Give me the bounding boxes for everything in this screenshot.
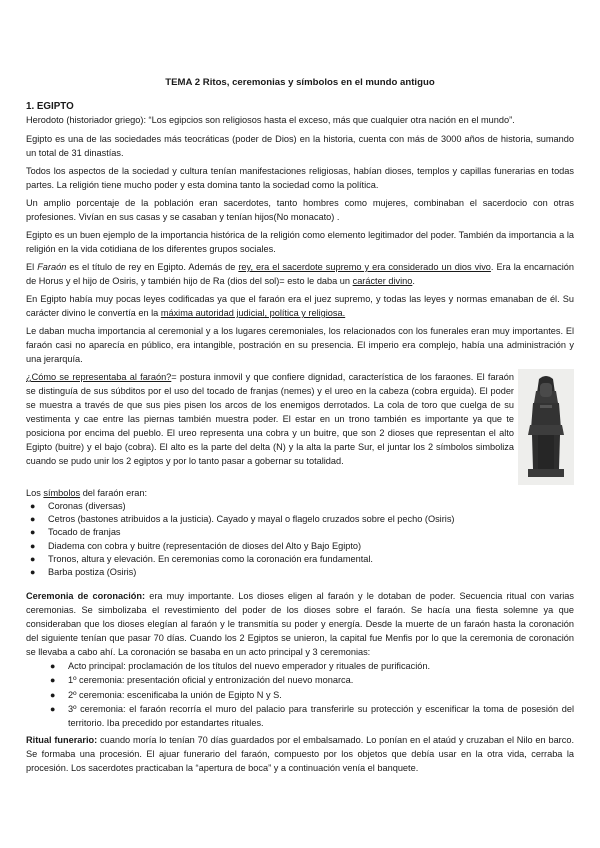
list-item: ● Coronas (diversas) [48,500,454,513]
symbols-intro: Los símbolos del faraón eran: [26,488,148,498]
paragraph-funerario: Ritual funerario: cuando moría lo tenían 70 días guardados por el embalsamado. Lo ponían en el ataúd y cruzaban el Nilo en barco. Se formaba una procesión. El ajuar funerario del faraón, compuesto por los objetos que debía usar en la otra vida, cerraba la procesión. Los sacerdotes practicaban la “apertura de boca” y a continuación venía el banquete. [26,735,574,773]
underlined-phrase: máxima autoridad judicial, política y religiosa. [160,308,346,318]
list-item: ● Tocado de franjas [48,526,454,539]
paragraph-representacion: ¿Cómo se representaba al faraón?= postura inmovil y que confiere dignidad, característica de los faraones. El faraón se distinguía de sus súbditos por el uso del tocado de franjas (nemes) y el ureo en la cabeza (cobra erguida). El poder se muestra a través de que sus pies pisen los arcos de los enemigos derrotados. La cola de toro que cuelga de su vestimenta y cae entre las piernas también muestra poder. El estar en un trono también es importante ya que te posiciona por encima del pueblo. El ureo representa una cobra y un buitre, que son 2 dioses que representan el alto Egipto (buitre) y el bajo (cobra). El alto es la parte del delta (N) y la alta la parte Sur, el juntar los 2 símbolos simboliza cuando se pudo unir los 2 egiptos y por lo tanto pasar a gobernar su totalidad. [26,372,514,466]
paragraph-coronacion: Ceremonia de coronación: era muy importante. Los dioses eligen al faraón y le dotaban de poder. Secuencia ritual con varias ceremonias. Se simbolizaba el revestimiento del poder de los dioses sobre el faraón. Se hacía una fiesta solemne ya que consideraban que los dioses elegían al faraón y le transmitía su poder y energía. Desde la muerte de un faraón hasta la coronación del siguiente tenían que pasar 70 días. Cuando los 2 Egiptos se unieron, la capital fue Menfis por lo que la ceremonia de coronación se llevaba a cabo ahí. La coronación se basaba en un acto principal y 3 ceremonias: [26,591,574,657]
list-item: ● Cetros (bastones atribuidos a la justicia). Cayado y mayal o flagelo cruzados sobre el pecho (Osiris) [48,513,454,526]
underlined-phrase: carácter divino [352,276,413,286]
bullet-icon: ● [30,501,36,511]
bullet-icon: ● [30,567,36,578]
list-item: ● Barba postiza (Osiris) [48,566,454,579]
coronation-heading: Ceremonia de coronación: [26,591,146,601]
paragraph-aspectos: Todos los aspectos de la sociedad y cultura tenían manifestaciones religiosas, habían dioses, templos y capillas funerarias en todas partes. La religión tiene mucho poder y esta domina tanto la sociedad como la política. [26,166,574,190]
bullet-icon: ● [50,661,56,671]
bullet-icon: ● [50,704,56,715]
document-title: TEMA 2 Ritos, ceremonias y símbolos en el mundo antiguo [165,77,435,88]
ceremonies-list [50,660,574,731]
list-item: ● 2º ceremonia: escenificaba la unión de Egipto N y S. [68,689,574,702]
bullet-icon: ● [30,514,36,525]
list-item: ● Diadema con cobra y buitre (representación de dioses del Alto y Bajo Egipto) [48,540,454,553]
pharaoh-statue-illustration [518,369,574,485]
list-item: ● 1º ceremonia: presentación oficial y entronización del nuevo monarca. [68,674,574,687]
faraon-term: Faraón [37,262,67,272]
paragraph-leyes: En Egipto había muy pocas leyes codificadas ya que el faraón era el juez supremo, y todas las leyes y normas emanaban de él. Su carácter divino le convertía en la máxima autoridad judicial, política y religiosa. [26,294,574,318]
paragraph-teocracia: Egipto es una de las sociedades más teocráticas (poder de Dios) en la historia, cuenta con más de 3000 años de historia, sumando un total de 31 dinastías. [26,134,574,158]
pharaoh-statue-image [518,369,574,485]
paragraph-legitimador: Egipto es un buen ejemplo de la importancia histórica de la religión como elemento legitimador del poder. También da importancia a la religión en la vida cotidiana de los diferentes grupos sociales. [26,230,574,254]
list-item: ● Tronos, altura y elevación. En ceremonias como la coronación era fundamental. [48,553,454,566]
paragraph-faraon: El Faraón es el título de rey en Egipto. Además de rey, era el sacerdote supremo y era considerado un dios vivo. Era la encarnación de Horus y el hijo de Osiris, y también hijo de Ra (dios del sol)= esto le daba un carácter divino. [26,262,574,286]
funeral-heading: Ritual funerario: [26,735,98,745]
list-item: ● 3º ceremonia: el faraón recorría el muro del palacio para transferirle su protección y escenificar la toma de posesión del territorio. Iba precedido por estandartes rituales. [50,704,574,728]
bullet-icon: ● [30,527,36,538]
bullet-icon: ● [30,553,36,564]
symbols-list [30,500,455,579]
underlined-question: ¿Cómo se representaba al faraón? [26,372,172,382]
paragraph-ceremonial: Le daban mucha importancia al ceremonial y a los lugares ceremoniales, los relacionados con los funerales eran muy importantes. El faraón casi no aparecía en público, era intangible, postración en su presencia. El imperio era complejo, había una administración y una jerarquía. [26,326,574,364]
list-item: ● Acto principal: proclamación de los títulos del nuevo emperador y rituales de purificación. [68,660,574,673]
bullet-icon: ● [30,540,36,551]
paragraph-herodoto: Herodoto (historiador griego): “Los egipcios son religiosos hasta el exceso, más que cualquier otra nación en el mundo”. [26,115,515,125]
section-heading: 1. EGIPTO [26,101,74,112]
underlined-word: símbolos [43,488,81,498]
underlined-phrase: rey, era el sacerdote supremo y era considerado un dios vivo [238,262,491,272]
paragraph-sacerdotes: Un amplio porcentaje de la población eran sacerdotes, tanto hombres como mujeres, combinaban el sacerdocio con otras profesiones. Vivían en sus casas y se casaban y tenían hijos(No monacato) . [26,198,574,222]
bullet-icon: ● [50,675,56,686]
bullet-icon: ● [50,689,56,700]
